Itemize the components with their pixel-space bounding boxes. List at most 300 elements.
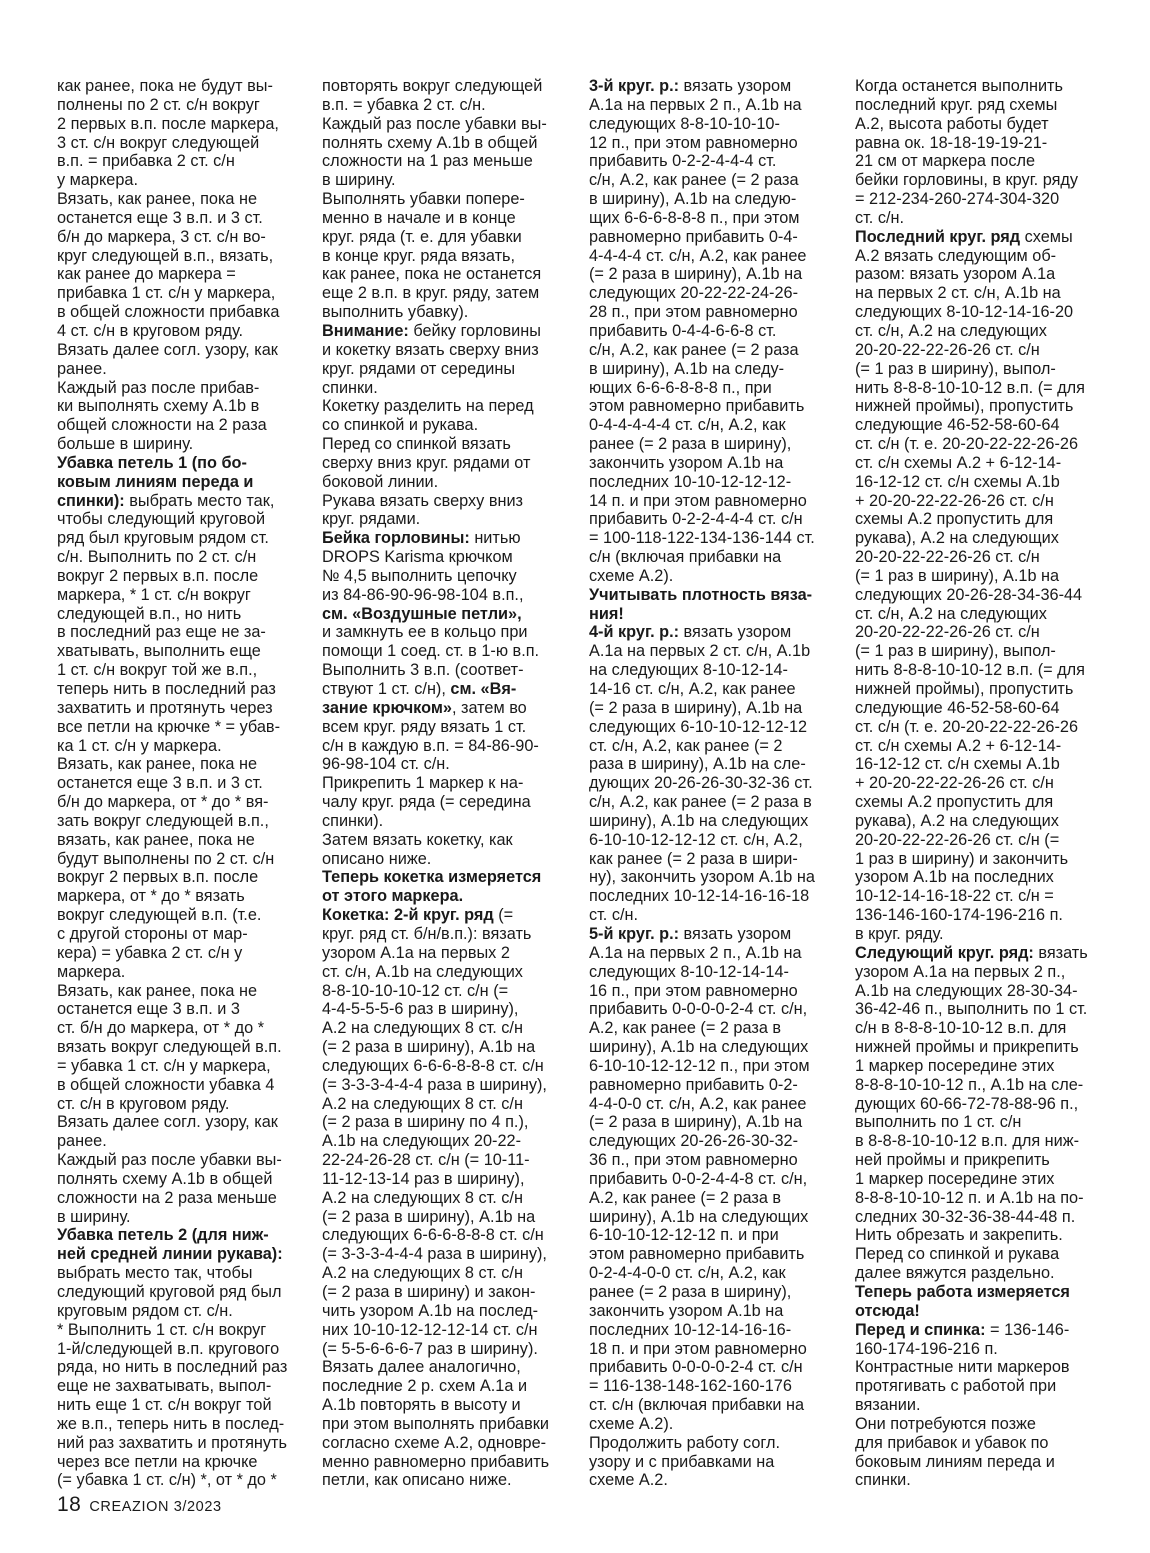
text-line: 5-й круг. р.: вязать узором: [589, 924, 792, 943]
text-line: как ранее (= 2 раза в шири-: [589, 849, 798, 868]
text-line: круг. рядами от середины: [322, 359, 516, 378]
bold-heading: Следующий круг. ряд:: [855, 943, 1034, 962]
text-line: 0-4-4-4-4-4 ст. с/н, А.2, как: [589, 416, 786, 435]
text-line: рукава), А.2 на следующих: [855, 811, 1059, 830]
text-line: 2 первых в.п. после маркера,: [57, 114, 279, 133]
text-line: Каждый раз после убавки вы-: [322, 114, 547, 133]
text-line: 3-й круг. р.: вязать узором: [589, 77, 792, 95]
page-number: 18: [57, 1493, 82, 1516]
text-line: сложности на 2 раза меньше: [57, 1188, 277, 1207]
text-line: в.п. = прибавка 2 ст. с/н: [57, 152, 235, 171]
text-line: полнять схему А.1b в общей: [322, 133, 538, 152]
text-line: последние 2 р. схем А.1а и: [322, 1377, 528, 1396]
text-line: [57, 1245, 307, 1264]
magazine-issue: CREAZION 3/2023: [89, 1499, 222, 1515]
text-line: 8-8-8-10-10-12 п., А.1b на сле-: [855, 1075, 1084, 1094]
bold-heading: Кокетка: 2-й круг. ряд: [322, 906, 494, 925]
text-line: 1-й/следующей в.п. кругового: [57, 1339, 280, 1358]
text-line: 1 ст. с/н вокруг той же в.п.,: [57, 661, 258, 680]
text-line: ранее.: [57, 359, 107, 378]
text-line: полнять схему А.1b в общей: [57, 1169, 273, 1188]
text-line: Прикрепить 1 маркер к на-: [322, 774, 524, 793]
text-line: А.1b на следующих 20-22-: [322, 1132, 521, 1151]
text-line: в.п. = убавка 2 ст. с/н.: [322, 95, 486, 114]
bold-heading: Перед и спинка:: [855, 1320, 986, 1339]
text-line: с/н в каждую в.п. = 84-86-90-: [322, 736, 539, 755]
text-line: ст. б/н до маркера, от * до *: [57, 1019, 265, 1038]
text-line: А.2 на следующих 8 ст. с/н: [322, 1019, 523, 1038]
bold-heading: 3-й круг. р.:: [589, 77, 680, 95]
text-line: следующих 6-6-6-8-8-8 ст. с/н: [322, 1056, 544, 1075]
text-line: Когда останется выполнить: [855, 77, 1063, 95]
text-line: нижней проймы), пропустить: [855, 680, 1074, 698]
text-line: круг следующей в.п., вязать,: [57, 246, 274, 265]
text-line: [855, 1302, 1100, 1321]
text-line: 0-2-4-4-0-0 ст. с/н, А.2, как: [589, 1264, 786, 1283]
text-line: маркера, * 1 ст. с/н вокруг: [57, 585, 251, 604]
text-line: боковым линиям переда и: [855, 1452, 1055, 1471]
text-line: как ранее, пока не останется: [322, 265, 542, 284]
text-line: ст. с/н (т. е. 20-20-22-22-26-26: [855, 717, 1079, 736]
text-line: 14-16 ст. с/н, А.2, как ранее: [589, 680, 796, 698]
text-line: ширину), А.1b на следующих: [589, 1207, 809, 1226]
text-line: Вязать, как ранее, пока не: [57, 981, 258, 1000]
text-line: 16-12-12 ст. с/н схемы А.1b: [855, 755, 1060, 774]
text-line: [322, 868, 572, 887]
text-line: 28 п., при этом равномерно: [589, 303, 798, 322]
bold-heading: ней средней линии рукава):: [57, 1245, 283, 1264]
text-line: вязать вокруг следующей в.п.: [57, 1038, 282, 1057]
text-line: ряда, но нить в последний раз: [57, 1358, 288, 1377]
text-line: следующих 20-22-22-24-26-: [589, 284, 799, 303]
text-line: выполнить убавку).: [322, 303, 469, 322]
text-line: схемы А.2 пропустить для: [855, 793, 1054, 812]
text-line: спинки.: [855, 1471, 911, 1490]
text-line: следних 30-32-36-38-44-48 п.: [855, 1207, 1076, 1226]
bold-heading: Убавка петель 1 (по бо-: [57, 453, 247, 472]
text-line: Рукава вязать сверху вниз: [322, 491, 524, 510]
text-line: ст. с/н схемы А.2 + 6-12-14-: [855, 736, 1062, 755]
text-line: Каждый раз после убавки вы-: [57, 1151, 282, 1170]
text-line: теперь нить в последний раз: [57, 680, 276, 698]
text-line: в общей сложности убавка 4: [57, 1075, 275, 1094]
text-line: как ранее, пока не будут вы-: [57, 77, 273, 95]
text-line: останется еще 3 в.п. и 3 ст.: [57, 208, 263, 227]
text-line: (= 2 раза в ширину), А.1b на: [589, 265, 803, 284]
text-line: чить узором А.1b на послед-: [322, 1301, 539, 1320]
text-line: следующих 8-10-12-14-14-: [589, 962, 789, 981]
text-line: 16 п., при этом равномерно: [589, 981, 798, 1000]
text-line: схеме А.2).: [589, 1414, 674, 1433]
text-line: через все петли на крючке: [57, 1452, 258, 1471]
text-line: 11-12-13-14 раз в ширину),: [322, 1169, 525, 1188]
text-line: помощи 1 соед. ст. в 1-ю в.п.: [322, 642, 540, 661]
text-line: следующей в.п., но нить: [57, 604, 242, 623]
text-line: них 10-10-12-12-12-14 ст. с/н: [322, 1320, 538, 1339]
text-line: спинки).: [322, 811, 384, 830]
text-line: (= 1 раз в ширину), А.1b на: [855, 566, 1060, 585]
text-line: нить 8-8-8-10-10-12 в.п. (= для: [855, 661, 1085, 680]
text-line: ки выполнять схему А.1b в: [57, 397, 260, 416]
text-line: и замкнуть ее в кольцо при: [322, 623, 528, 642]
text-line: [322, 887, 572, 906]
text-line: чтобы следующий круговой: [57, 510, 266, 529]
text-line: Они потребуются позже: [855, 1414, 1036, 1433]
text-line: следующие 46-52-58-60-64: [855, 416, 1060, 435]
text-line: при этом выполнять прибавки: [322, 1414, 549, 1433]
text-line: и кокетку вязать сверху вниз: [322, 340, 539, 359]
text-line: [589, 605, 834, 624]
bold-heading: зание крючком»: [322, 698, 452, 717]
text-line: следующих 20-26-26-30-32-: [589, 1132, 799, 1151]
text-line: Вязать, как ранее, пока не: [57, 190, 258, 209]
text-line: Вязать далее аналогично,: [322, 1358, 521, 1377]
text-line: Перед со спинкой и рукава: [855, 1245, 1060, 1264]
text-line: прибавить 0-0-0-0-2-4 ст. с/н,: [589, 1000, 808, 1019]
text-line: вязать, как ранее, пока не: [57, 830, 255, 849]
text-line: 20-20-22-22-26-26 ст. с/н (=: [855, 830, 1060, 849]
text-line: = 100-118-122-134-136-144 ст.: [589, 529, 815, 548]
text-line: узору и с прибавками на: [589, 1452, 775, 1471]
text-line: Вязать далее согл. узору, как: [57, 340, 278, 359]
text-line: в 8-8-8-10-10-12 в.п. для ниж-: [855, 1132, 1080, 1151]
text-line: ну), закончить узором А.1b на: [589, 868, 815, 887]
text-line: менно равномерно прибавить: [322, 1452, 550, 1471]
text-line: последних 10-12-14-16-16-18: [589, 887, 810, 906]
text-line: останется еще 3 в.п. и 3 ст.: [57, 774, 263, 793]
text-line: следующий круговой ряд был: [57, 1283, 282, 1301]
text-line: боковой линии.: [322, 472, 439, 491]
text-line: [57, 473, 307, 492]
text-line: круг. ряд ст. б/н/в.п.): вязать: [322, 924, 532, 943]
text-line: 136-146-160-174-196-216 п.: [855, 906, 1063, 925]
bold-heading: см. «Воздушные петли»,: [322, 604, 522, 623]
text-line: б/н до маркера, 3 ст. с/н во-: [57, 227, 266, 246]
text-line: ка 1 ст. с/н у маркера.: [57, 736, 222, 755]
text-line: равна ок. 18-18-19-19-21-: [855, 133, 1048, 152]
text-line: 6-10-10-12-12-12 ст. с/н, А.2,: [589, 830, 803, 849]
text-line: вокруг 2 первых в.п. после: [57, 868, 259, 887]
bold-heading: Убавка петель 2 (для ниж-: [57, 1226, 269, 1245]
bold-heading: Теперь кокетка измеряется: [322, 868, 542, 887]
text-line: Внимание: бейку горловины: [322, 321, 541, 340]
text-line: с/н в 8-8-8-10-10-12 в.п. для: [855, 1019, 1067, 1038]
text-line: (= 1 раз в ширину), выпол-: [855, 642, 1056, 661]
text-line: прибавить 0-0-2-4-4-8 ст. с/н,: [589, 1169, 808, 1188]
text-line: ющих 6-6-6-8-8-8 п., при: [589, 378, 772, 397]
text-line: прибавить 0-0-0-0-2-4 ст. с/н: [589, 1358, 803, 1377]
text-line: в ширину), А.1b на следую-: [589, 190, 797, 209]
text-line: последний круг. ряд схемы: [855, 95, 1058, 114]
text-line: + 20-20-22-22-26-26 ст. с/н: [855, 774, 1054, 793]
text-line: 4-4-0-0 ст. с/н, А.2, как ранее: [589, 1094, 807, 1113]
text-line: А.1b повторять в высоту и: [322, 1396, 521, 1415]
text-line: еще не захватывать, выпол-: [57, 1377, 272, 1396]
text-column-3: [589, 77, 834, 1490]
text-line: дующих 20-26-26-30-32-36 ст.: [589, 774, 813, 793]
text-line: круг. ряда (т. е. для убавки: [322, 227, 522, 246]
text-line: круговым рядом ст. с/н.: [57, 1301, 233, 1320]
text-line: А.2, как ранее (= 2 раза в: [589, 1019, 782, 1038]
text-line: (= убавка 1 ст. с/н) *, от * до *: [57, 1471, 277, 1490]
text-line: захватить и протянуть через: [57, 698, 273, 717]
bold-heading: от этого маркера.: [322, 887, 464, 906]
text-line: прибавить 0-2-2-4-4-4 ст. с/н: [589, 510, 803, 529]
text-line: (= 3-3-3-4-4-4 раза в ширину),: [322, 1245, 547, 1264]
text-line: как ранее до маркера =: [57, 265, 236, 284]
text-line: (= 2 раза в ширину), А.1b на: [589, 1113, 803, 1132]
text-line: следующих 8-10-12-14-16-20: [855, 303, 1074, 322]
text-line: Вязать далее согл. узору, как: [57, 1113, 278, 1132]
text-line: ранее.: [57, 1132, 107, 1151]
text-line: схеме А.2).: [589, 566, 674, 585]
text-line: узором А.1b на последних: [855, 868, 1054, 887]
bold-heading: 4-й круг. р.:: [589, 623, 680, 642]
text-line: в общей сложности прибавка: [57, 303, 280, 322]
text-line: ст. с/н.: [855, 208, 905, 227]
text-line: 4-й круг. р.: вязать узором: [589, 623, 792, 642]
text-line: ст. с/н, А.2 на следующих: [855, 604, 1047, 623]
text-line: из 84-86-90-96-98-104 в.п.,: [322, 585, 524, 604]
text-line: согласно схеме А.2, одновре-: [322, 1433, 547, 1452]
text-line: 21 см от маркера после: [855, 152, 1036, 171]
text-line: с другой стороны от мар-: [57, 924, 248, 943]
text-line: 36-42-46 п., выполнить по 1 ст.: [855, 1000, 1088, 1019]
text-line: больше в ширину.: [57, 435, 194, 454]
text-line: с/н, А.2, как ранее (= 2 раза: [589, 171, 799, 190]
text-line: щих 6-6-6-8-8-8 п., при этом: [589, 208, 800, 227]
bold-heading: спинки):: [57, 491, 125, 510]
text-line: Следующий круг. ряд: вязать: [855, 943, 1088, 962]
text-line: 4-4-4-4 ст. с/н, А.2, как ранее: [589, 246, 807, 265]
text-line: сложности на 1 раз меньше: [322, 152, 533, 171]
text-line: 96-98-104 ст. с/н.: [322, 755, 450, 774]
text-line: зать вокруг следующей в.п.,: [57, 811, 269, 830]
text-line: 1 раз в ширину) и закончить: [855, 849, 1069, 868]
text-line: 160-174-196-216 п.: [855, 1339, 998, 1358]
text-line: Вязать, как ранее, пока не: [57, 755, 258, 774]
text-line: 4-4-5-5-5-6 раз в ширину),: [322, 1000, 519, 1019]
text-line: (= 5-5-6-6-6-7 раз в ширину).: [322, 1339, 538, 1358]
text-line: зание крючком», затем во: [322, 698, 527, 717]
text-line: кера) = убавка 2 ст. с/н у: [57, 943, 243, 962]
text-line: (= 2 раза в ширину), А.1b на: [589, 698, 803, 717]
text-line: следующие 46-52-58-60-64: [855, 698, 1060, 717]
text-line: для прибавок и убавок по: [855, 1433, 1049, 1452]
text-line: 10-12-14-16-18-22 ст. с/н =: [855, 887, 1054, 906]
text-line: 6-10-10-12-12-12 п., при этом: [589, 1056, 810, 1075]
text-line: с/н, А.2, как ранее (= 2 раза в: [589, 793, 812, 812]
text-line: Нить обрезать и закрепить.: [855, 1226, 1063, 1245]
text-line: этом равномерно прибавить: [589, 397, 805, 416]
text-line: А.2 на следующих 8 ст. с/н: [322, 1094, 523, 1113]
text-line: протягивать с работой при: [855, 1377, 1057, 1396]
text-line: [322, 605, 572, 624]
bold-heading: Учитывать плотность вяза-: [589, 585, 813, 604]
text-line: следующих 6-10-10-12-12-12: [589, 717, 808, 736]
text-line: будут выполнены по 2 ст. с/н: [57, 849, 275, 868]
text-line: + 20-20-22-22-26-26 ст. с/н: [855, 491, 1054, 510]
text-line: Перед со спинкой вязать: [322, 435, 511, 454]
text-line: ст. с/н, А.2 на следующих: [855, 321, 1047, 340]
text-line: (= 3-3-3-4-4-4 раза в ширину),: [322, 1075, 547, 1094]
text-line: [855, 1283, 1100, 1302]
text-line: нижней проймы и прикрепить: [855, 1038, 1079, 1057]
text-line: нить еще 1 ст. с/н вокруг той: [57, 1396, 272, 1415]
text-line: ст. с/н, А.1b на следующих: [322, 962, 523, 981]
text-line: DROPS Karisma крючком: [322, 548, 513, 567]
text-line: описано ниже.: [322, 849, 432, 868]
bold-heading: ния!: [589, 604, 624, 623]
text-line: в конце круг. ряда вязать,: [322, 246, 516, 265]
text-line: прибавка 1 ст. с/н у маркера,: [57, 284, 276, 303]
text-line: 8-8-10-10-10-12 ст. с/н (=: [322, 981, 509, 1000]
text-line: в ширину.: [57, 1207, 131, 1226]
text-line: на следующих 8-10-12-14-: [589, 661, 788, 680]
text-line: последних 10-10-12-12-12-: [589, 472, 792, 491]
text-line: вокруг 2 первых в.п. после: [57, 566, 259, 585]
text-line: Продолжить работу согл.: [589, 1433, 781, 1452]
text-line: (= 2 раза в ширину) и закон-: [322, 1283, 536, 1301]
text-line: Выполнить 3 в.п. (соответ-: [322, 661, 524, 680]
text-line: = 212-234-260-274-304-320: [855, 190, 1060, 209]
text-line: А.2 на следующих 8 ст. с/н: [322, 1264, 523, 1283]
text-line: Перед и спинка: = 136-146-: [855, 1320, 1070, 1339]
text-line: Каждый раз после прибав-: [57, 378, 260, 397]
text-line: ст. с/н (включая прибавки на: [589, 1396, 805, 1415]
text-line: ранее (= 2 раза в ширину),: [589, 1283, 792, 1301]
text-line: схеме А.2.: [589, 1471, 668, 1490]
text-line: вязании.: [855, 1396, 921, 1415]
text-line: 1 маркер посередине этих: [855, 1169, 1055, 1188]
text-line: ст. с/н в круговом ряду.: [57, 1094, 230, 1113]
text-line: = убавка 1 ст. с/н у маркера,: [57, 1056, 271, 1075]
text-line: дующих 60-66-72-78-88-96 п.,: [855, 1094, 1079, 1113]
text-line: = 116-138-148-162-160-176: [589, 1377, 792, 1396]
text-line: с/н. Выполнить по 2 ст. с/н: [57, 548, 257, 567]
text-line: раза в ширину), А.1b на сле-: [589, 755, 806, 774]
text-line: Затем вязать кокетку, как: [322, 830, 513, 849]
text-line: равномерно прибавить 0-4-: [589, 227, 798, 246]
bold-heading: отсюда!: [855, 1301, 920, 1320]
text-line: 16-12-12 ст. с/н схемы А.1b: [855, 472, 1060, 491]
bold-heading: 5-й круг. р.:: [589, 924, 680, 943]
text-line: А.2 вязать следующим об-: [855, 246, 1057, 265]
text-line: останется еще 3 в.п. и 3: [57, 1000, 240, 1019]
text-line: А.1а на первых 2 п., А.1b на: [589, 943, 802, 962]
text-line: А.2, высота работы будет: [855, 114, 1049, 133]
text-line: всем круг. ряду вязать 1 ст.: [322, 717, 527, 736]
text-line: узором А.1а на первых 2: [322, 943, 510, 962]
text-line: Кокетка: 2-й круг. ряд (=: [322, 906, 514, 925]
text-line: круг. рядами.: [322, 510, 421, 529]
text-line: маркера.: [57, 962, 126, 981]
text-line: ней проймы и прикрепить: [855, 1151, 1050, 1170]
text-line: последних 10-12-14-16-16-: [589, 1320, 792, 1339]
text-line: Кокетку разделить на перед: [322, 397, 534, 416]
text-line: следующих 6-6-6-8-8-8 ст. с/н: [322, 1226, 544, 1245]
text-line: в последний раз еще не за-: [57, 623, 266, 642]
text-line: чалу круг. ряда (= середина: [322, 793, 531, 812]
bold-heading: ковым линиям переда и: [57, 472, 254, 491]
text-line: ст. с/н схемы А.2 + 6-12-14-: [855, 453, 1062, 472]
text-line: нижней проймы), пропустить: [855, 397, 1074, 416]
text-line: 6-10-10-12-12-12 п. и при: [589, 1226, 779, 1245]
text-line: на первых 2 ст. с/н, А.1b на: [855, 284, 1061, 303]
text-line: с/н, А.2, как ранее (= 2 раза: [589, 340, 799, 359]
text-line: 20-20-22-22-26-26 ст. с/н: [855, 340, 1040, 359]
text-line: [589, 586, 834, 605]
bold-heading: Бейка горловины:: [322, 529, 470, 548]
text-line: 3 ст. с/н вокруг следующей: [57, 133, 260, 152]
text-line: полнены по 2 ст. с/н вокруг: [57, 95, 260, 114]
page-footer: [57, 1493, 222, 1517]
text-line: (= 2 раза в ширину), А.1b на: [322, 1038, 536, 1057]
text-line: б/н до маркера, от * до * вя-: [57, 793, 269, 812]
text-line: в круг. ряду.: [855, 924, 944, 943]
text-column-2: [322, 77, 572, 1490]
text-line: узором А.1а на первых 2 п.,: [855, 962, 1066, 981]
text-line: с/н (включая прибавки на: [589, 548, 782, 567]
text-line: равномерно прибавить 0-2-: [589, 1075, 798, 1094]
text-column-4: [855, 77, 1100, 1490]
text-line: у маркера.: [57, 171, 138, 190]
text-line: № 4,5 выполнить цепочку: [322, 566, 517, 585]
text-line: выбрать место так, чтобы: [57, 1264, 253, 1283]
text-line: (= 1 раз в ширину), выпол-: [855, 359, 1056, 378]
text-line: 20-20-22-22-26-26 ст. с/н: [855, 623, 1040, 642]
text-line: далее вяжутся раздельно.: [855, 1264, 1055, 1283]
text-line: 4 ст. с/н в круговом ряду.: [57, 321, 243, 340]
text-line: нить 8-8-8-10-10-12 в.п. (= для: [855, 378, 1085, 397]
text-line: 18 п. и при этом равномерно: [589, 1339, 807, 1358]
text-line: ствуют 1 ст. с/н), см. «Вя-: [322, 680, 517, 698]
text-line: все петли на крючке * = убав-: [57, 717, 280, 736]
text-line: менно в начале и в конце: [322, 208, 516, 227]
text-line: спинки.: [322, 378, 378, 397]
text-line: Контрастные нити маркеров: [855, 1358, 1070, 1377]
text-line: маркера, от * до * вязать: [57, 887, 245, 906]
text-line: ний раз захватить и протянуть: [57, 1433, 287, 1452]
text-line: вокруг следующей в.п. (т.е.: [57, 906, 262, 925]
text-line: ширину), А.1b на следующих: [589, 1038, 809, 1057]
text-line: схемы А.2 пропустить для: [855, 510, 1054, 529]
text-line: Последний круг. ряд схемы: [855, 227, 1073, 246]
text-line: петли, как описано ниже.: [322, 1471, 512, 1490]
text-line: рукава), А.2 на следующих: [855, 529, 1059, 548]
text-line: 20-20-22-22-26-26 ст. с/н: [855, 548, 1040, 567]
text-line: разом: вязать узором А.1а: [855, 265, 1056, 284]
text-line: со спинкой и рукава.: [322, 416, 479, 435]
text-line: в ширину.: [322, 171, 396, 190]
text-line: ранее (= 2 раза в ширину),: [589, 435, 792, 454]
text-line: А.1а на первых 2 п., А.1b на: [589, 95, 802, 114]
text-line: ряд был круговым рядом ст.: [57, 529, 269, 548]
text-line: А.1b на следующих 28-30-34-: [855, 981, 1078, 1000]
text-line: [57, 1226, 307, 1245]
text-line: [57, 454, 307, 473]
text-line: закончить узором А.1b на: [589, 453, 784, 472]
text-line: 22-24-26-28 ст. с/н (= 10-11-: [322, 1151, 530, 1170]
text-line: этом равномерно прибавить: [589, 1245, 805, 1264]
text-line: общей сложности на 2 раза: [57, 416, 267, 435]
text-line: же в.п., теперь нить в послед-: [57, 1414, 285, 1433]
text-line: еще 2 в.п. в круг. ряду, затем: [322, 284, 540, 303]
text-line: бейки горловины, в круг. ряду: [855, 171, 1079, 190]
text-line: в ширину), А.1b на следу-: [589, 359, 785, 378]
text-line: ст. с/н (т. е. 20-20-22-22-26-26: [855, 435, 1079, 454]
text-line: ст. с/н, А.2, как ранее (= 2: [589, 736, 783, 755]
